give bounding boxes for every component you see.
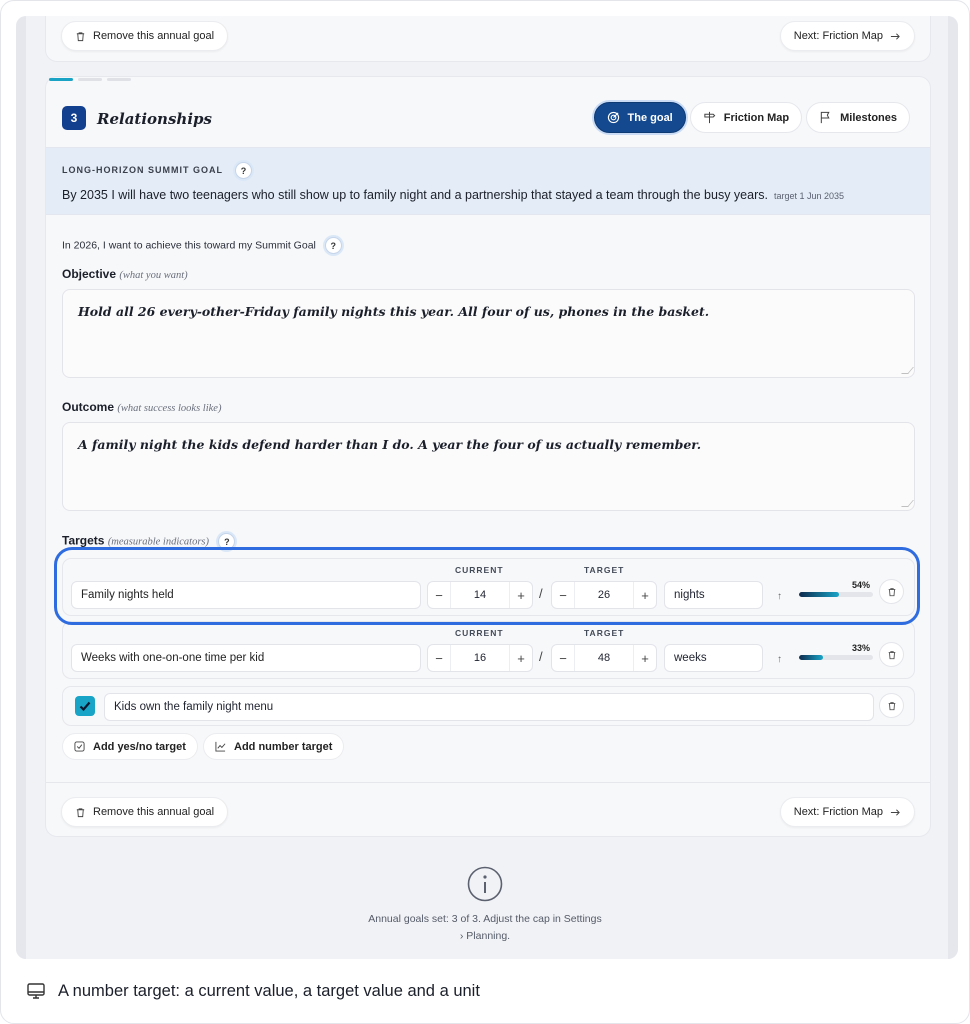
- checkmark-icon: [78, 699, 92, 713]
- summit-goal-label: LONG-HORIZON SUMMIT GOAL: [62, 165, 223, 175]
- remove-goal-button[interactable]: [61, 797, 228, 827]
- tab-label: Milestones: [840, 111, 897, 124]
- screenshot-caption: [26, 981, 480, 1001]
- delete-target-button[interactable]: [879, 642, 904, 667]
- footer-info: [1, 866, 969, 907]
- increment-button[interactable]: +: [517, 587, 525, 603]
- tab-label: The goal: [627, 111, 673, 124]
- increment-button[interactable]: +: [517, 650, 525, 666]
- objective-hint: (what you want): [119, 270, 188, 281]
- outcome-textarea[interactable]: [62, 422, 915, 511]
- resize-handle[interactable]: [901, 500, 914, 507]
- add-yesno-label: Add yes/no target: [93, 740, 186, 753]
- annual-intro: [62, 237, 342, 254]
- decrement-button[interactable]: −: [559, 650, 567, 666]
- targets-hint: (measurable indicators): [107, 536, 210, 548]
- arrow-up-icon: ↑: [777, 591, 782, 602]
- checkbox-icon: [74, 741, 85, 752]
- goal-card: [45, 76, 931, 837]
- remove-goal-button-top[interactable]: [61, 21, 228, 51]
- footer-line-2: › Planning.: [459, 930, 511, 942]
- summit-goal-date: target 1 Jun 2035: [773, 191, 845, 201]
- tab-friction-map[interactable]: [690, 102, 802, 133]
- current-stepper: [427, 644, 533, 672]
- card-progress-indicator: [49, 78, 131, 81]
- target-column-header: TARGET: [584, 565, 625, 575]
- remove-goal-label: Remove this annual goal: [93, 806, 215, 818]
- objective-value: Hold all 26 every-other-Friday family nights this year. All four of us, phones in the basket.: [78, 304, 710, 319]
- objective-label-text: Objective: [62, 267, 117, 281]
- app-viewport: [16, 16, 958, 959]
- tab-label: Friction Map: [723, 111, 790, 124]
- previous-goal-card: [45, 16, 931, 62]
- unit-input[interactable]: weeks: [664, 644, 763, 672]
- outcome-hint: (what success looks like): [117, 403, 222, 414]
- left-gutter: [16, 16, 26, 959]
- number-target-row: [62, 621, 915, 679]
- progress-bar: [799, 655, 873, 660]
- highlight-ring: [54, 547, 920, 625]
- help-icon[interactable]: ?: [235, 162, 252, 179]
- trash-icon: [887, 701, 897, 711]
- decrement-button[interactable]: −: [435, 587, 443, 603]
- next-friction-map-button-top[interactable]: [780, 21, 915, 51]
- arrow-right-icon: [890, 31, 901, 42]
- progress-percent: 54%: [852, 580, 871, 590]
- caption-text: A number target: a current value, a target value and a unit: [58, 981, 480, 1000]
- remove-goal-label: Remove this annual goal: [93, 30, 215, 42]
- current-value[interactable]: 14: [450, 582, 510, 608]
- card-divider: [46, 782, 930, 783]
- target-value[interactable]: 48: [574, 645, 634, 671]
- arrow-up-icon: ↑: [777, 654, 782, 665]
- current-value[interactable]: 16: [450, 645, 510, 671]
- objective-label: [62, 267, 188, 281]
- outcome-value: A family night the kids defend harder than I do. A year the four of us actually remember.: [78, 437, 702, 452]
- trash-icon: [75, 807, 86, 818]
- target-column-header: TARGET: [584, 628, 625, 638]
- increment-button[interactable]: +: [641, 650, 649, 666]
- separator-slash: /: [539, 586, 543, 601]
- info-icon: [467, 866, 503, 902]
- decrement-button[interactable]: −: [559, 587, 567, 603]
- outcome-label: [62, 400, 221, 414]
- increment-button[interactable]: +: [641, 587, 649, 603]
- help-icon[interactable]: ?: [325, 237, 342, 254]
- target-value[interactable]: 26: [574, 582, 634, 608]
- annual-intro-text: In 2026, I want to achieve this toward my Summit Goal: [62, 239, 316, 252]
- delete-target-button[interactable]: [879, 693, 904, 718]
- target-checkbox[interactable]: [75, 696, 95, 716]
- arrow-right-icon: [890, 807, 901, 818]
- separator-slash: /: [539, 649, 543, 664]
- target-stepper: [551, 644, 657, 672]
- summit-goal-statement: By 2035 I will have two teenagers who still show up to family night and a partnership that stayed a team through the busy years.: [62, 188, 768, 202]
- yesno-target-row: [62, 686, 915, 726]
- objective-textarea[interactable]: [62, 289, 915, 378]
- footer-line-1: Annual goals set: 3 of 3. Adjust the cap in Settings: [368, 913, 602, 925]
- tab-milestones[interactable]: [806, 102, 910, 133]
- resize-handle[interactable]: [901, 367, 914, 374]
- tab-the-goal[interactable]: [594, 102, 686, 133]
- decrement-button[interactable]: −: [435, 650, 443, 666]
- next-label: Next: Friction Map: [793, 806, 883, 818]
- add-yesno-target-button[interactable]: [62, 733, 198, 760]
- target-name-input[interactable]: Weeks with one-on-one time per kid: [71, 644, 421, 672]
- goal-tabs: [594, 102, 910, 133]
- unit-input[interactable]: nights: [664, 581, 763, 609]
- target-name-input[interactable]: Family nights held: [71, 581, 421, 609]
- signpost-icon: [703, 111, 716, 124]
- outcome-label-text: Outcome: [62, 400, 115, 414]
- summit-goal-text: [62, 188, 844, 202]
- target-name-input[interactable]: Kids own the family night menu: [104, 693, 874, 721]
- flag-icon: [819, 111, 832, 124]
- help-icon[interactable]: ?: [218, 533, 235, 550]
- trash-icon: [887, 650, 897, 660]
- targets-label-text: Targets: [62, 533, 105, 548]
- chart-icon: [215, 741, 226, 752]
- add-number-target-button[interactable]: [203, 733, 344, 760]
- summit-goal-panel: [46, 147, 930, 215]
- progress-percent: 33%: [852, 643, 871, 653]
- trash-icon: [75, 31, 86, 42]
- current-column-header: CURRENT: [455, 628, 504, 638]
- right-gutter: [948, 16, 958, 959]
- goal-title: Relationships: [97, 110, 212, 128]
- monitor-icon: [26, 981, 46, 1001]
- progress-fill: [799, 655, 823, 660]
- add-number-label: Add number target: [234, 740, 333, 753]
- annual-goals-cap-note: [1, 911, 969, 945]
- goal-number-badge: 3: [62, 106, 86, 130]
- next-label: Next: Friction Map: [793, 30, 883, 42]
- target-icon: [607, 111, 620, 124]
- current-column-header: CURRENT: [455, 565, 504, 575]
- next-friction-map-button[interactable]: [780, 797, 915, 827]
